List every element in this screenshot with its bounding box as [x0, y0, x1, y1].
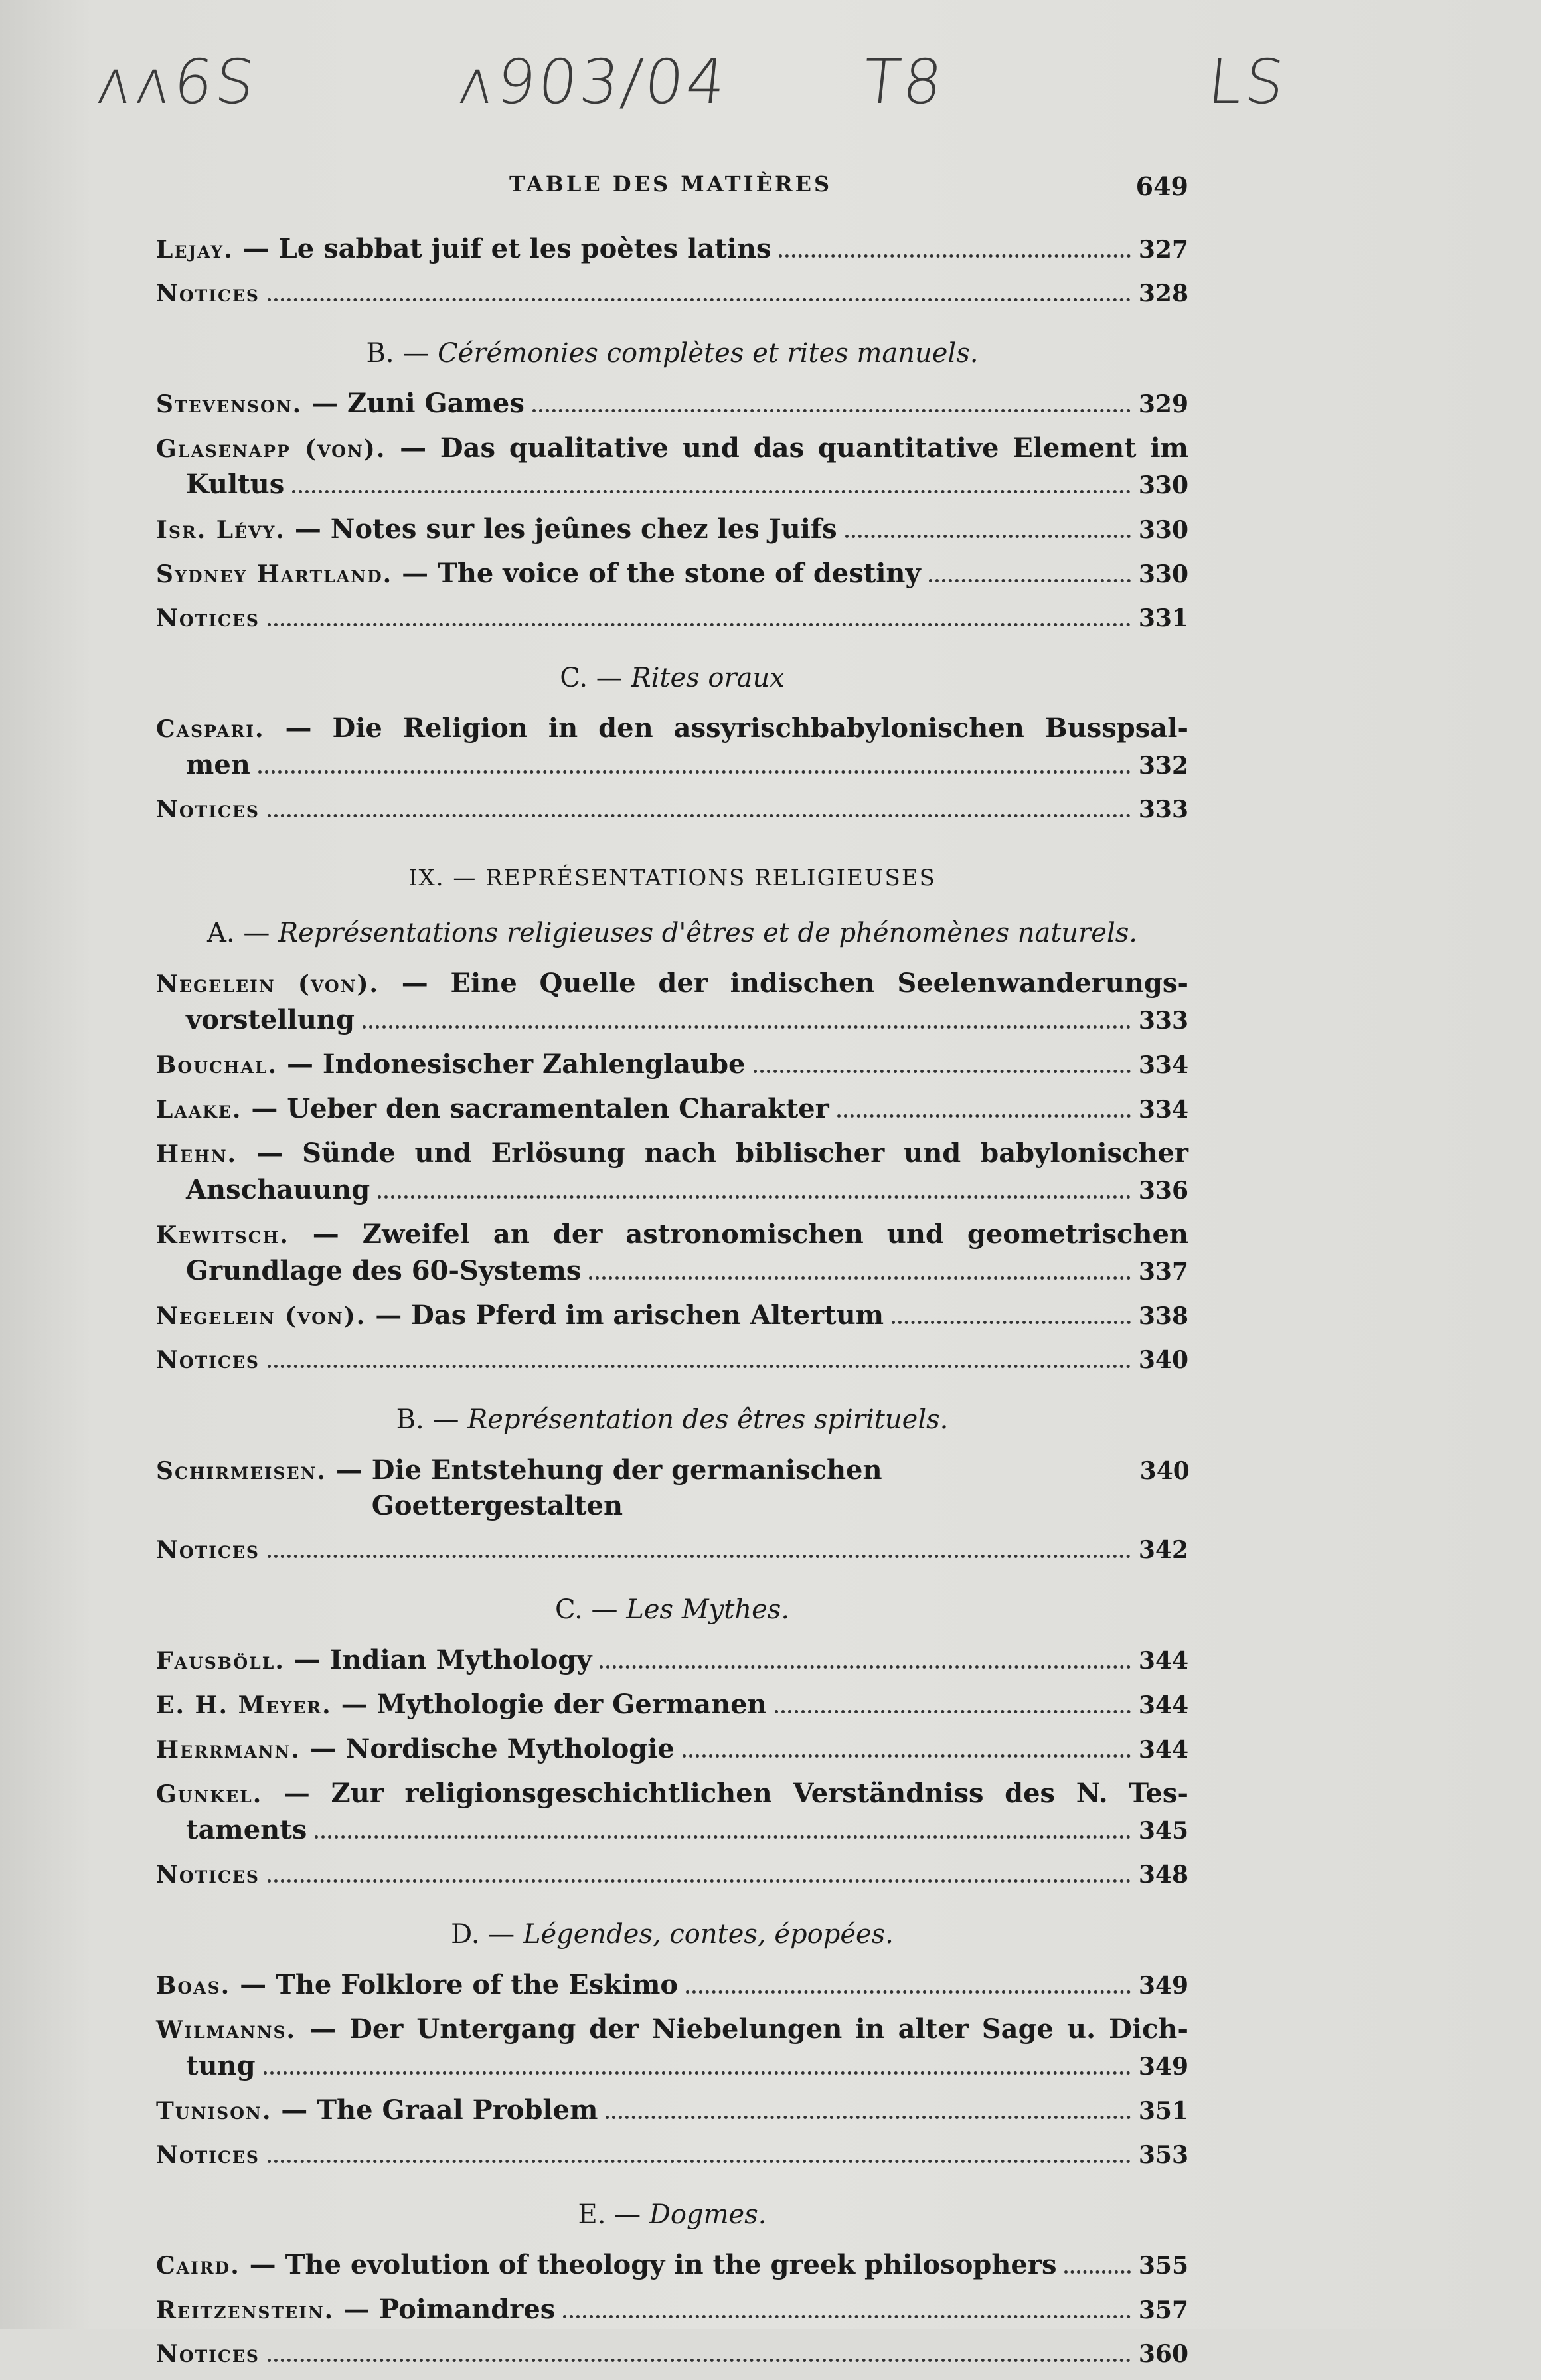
entry-separator: —: [326, 1454, 372, 1486]
entry-line: [156, 1532, 1188, 1568]
entry-page-number: 348: [1138, 1861, 1188, 1889]
entry-page-number: 330: [1138, 471, 1188, 499]
entry-line: [156, 2048, 1188, 2084]
entry-title: taments: [186, 1814, 307, 1845]
toc-entry: [156, 1342, 1188, 1378]
toc-entry: [156, 2336, 1188, 2372]
section-heading: IX. — REPRÉSENTATIONS RELIGIEUSES: [408, 865, 936, 891]
dot-leader: [929, 579, 1131, 582]
dot-leader: [268, 2160, 1131, 2163]
entry-line: [156, 600, 1188, 636]
entry-line: [156, 1253, 1188, 1290]
entry-title: Anschauung: [186, 1174, 370, 1205]
entry-title: tung: [186, 2050, 256, 2081]
entry-page-number: 332: [1138, 752, 1188, 780]
entry-line: [156, 2247, 1188, 2284]
toc-entry: [156, 600, 1188, 636]
entry-page-number: 355: [1138, 2252, 1188, 2280]
subsection-title: Cérémonies complètes et rites manuels.: [438, 338, 979, 369]
dot-leader: [837, 1114, 1131, 1118]
toc-entry: [156, 966, 1188, 1039]
entry-separator: —: [262, 1778, 331, 1809]
entry-page-number: 340: [1139, 1457, 1190, 1485]
entry-author: Notices: [156, 280, 260, 307]
toc-entry: [156, 430, 1188, 503]
entry-page-number: 345: [1138, 1817, 1188, 1845]
entry-page-number: 327: [1138, 236, 1188, 264]
subsection-title: Représentation des êtres spirituels.: [467, 1404, 949, 1435]
entry-title: Das Pferd im arischen Altertum: [411, 1300, 884, 1331]
entry-separator: —: [331, 1689, 377, 1720]
entry-title: Ueber den sacramentalen Charakter: [287, 1093, 829, 1124]
entry-page-number: 357: [1138, 2296, 1188, 2324]
entry-title: The evolution of theology in the greek philosophers: [285, 2249, 1057, 2280]
entry-first-line: [156, 430, 1188, 467]
entry-line: [156, 2336, 1188, 2372]
entry-line: [156, 511, 1188, 548]
toc-entry: [156, 1642, 1188, 1679]
entry-page-number: 334: [1138, 1051, 1188, 1079]
entry-line: [156, 1047, 1188, 1083]
entry-line: [156, 747, 1188, 784]
entry-page-number: 353: [1138, 2141, 1188, 2169]
entry-author: Gunkel.: [156, 1780, 263, 1808]
entry-line: [156, 1687, 1188, 1723]
subsection-letter: C. —: [554, 1594, 627, 1625]
entry-page-number: 344: [1138, 1647, 1188, 1675]
entry-first-line: [156, 1217, 1188, 1253]
entry-page-number: 360: [1138, 2340, 1188, 2368]
entry-line: [156, 1172, 1188, 1209]
entry-author: Caird.: [156, 2252, 240, 2280]
toc-entry: [156, 1217, 1188, 1290]
subsection-heading: [156, 338, 1188, 369]
entry-author: Isr. Lévy.: [156, 516, 285, 544]
handwritten-annotation: ᴧ903/04: [454, 46, 732, 118]
entry-page-number: 344: [1138, 1736, 1188, 1764]
entry-line: [156, 467, 1188, 503]
entry-author: Boas.: [156, 1972, 231, 1999]
toc-entry: [156, 1731, 1188, 1768]
toc-entry: [156, 1298, 1188, 1334]
dot-leader: [1064, 2270, 1130, 2274]
entry-title-start: Der Untergang der Niebelungen in alter Sage u. Dich-: [349, 2013, 1188, 2045]
subsection-title: Légendes, contes, épopées.: [523, 1919, 894, 1950]
entry-line: [156, 2092, 1188, 2129]
entry-title: Indian Mythology: [329, 1644, 592, 1675]
entry-line: [156, 1812, 1188, 1849]
entry-page-number: 344: [1138, 1691, 1188, 1719]
entry-first-line: [156, 1136, 1188, 1172]
entry-title: Indonesischer Zahlenglaube: [322, 1049, 746, 1080]
entry-page-number: 337: [1138, 1258, 1188, 1286]
entry-title: Le sabbat juif et les poètes latins: [278, 233, 771, 264]
entry-author: Notices: [156, 1536, 260, 1564]
entry-title: Grundlage des 60-Systems: [186, 1255, 582, 1286]
entry-title: Zuni Games: [347, 388, 525, 419]
entry-line: [156, 556, 1188, 592]
entry-author: Kewitsch.: [156, 1221, 289, 1249]
entry-title-start: Das qualitative und das quantitative Element im: [440, 432, 1188, 464]
entry-author: Schirmeisen.: [156, 1457, 327, 1485]
dot-leader: [606, 2116, 1130, 2119]
entry-title-start: Eine Quelle der indischen Seelenwanderungs-: [450, 968, 1189, 999]
toc-entry: [156, 2011, 1188, 2084]
entry-first-line: [156, 966, 1188, 1002]
entry-page-number: 328: [1138, 280, 1188, 307]
entry-line: [156, 276, 1188, 311]
entry-author: Sydney Hartland.: [156, 560, 393, 588]
entry-title: Notes sur les jeûnes chez les Juifs: [330, 513, 837, 545]
page-number: 649: [1135, 171, 1188, 201]
entry-line: [156, 1342, 1188, 1378]
entry-title: men: [186, 749, 250, 780]
entry-author: Notices: [156, 796, 260, 823]
handwritten-annotation: ᴧᴧ6S: [92, 46, 261, 118]
entry-title-start: Zur religionsgeschichtlichen Verständniss des N. Tes-: [331, 1778, 1188, 1809]
entry-title: Kultus: [186, 469, 285, 500]
dot-leader: [268, 2359, 1131, 2362]
entry-title-start: Zweifel an der astronomischen und geometrischen: [362, 1219, 1188, 1250]
toc-entry: [156, 1776, 1188, 1849]
entry-separator: —: [366, 1300, 412, 1331]
dot-leader: [268, 814, 1131, 817]
toc-entry: [156, 1452, 1188, 1524]
entry-separator: —: [392, 558, 438, 589]
dot-leader: [845, 535, 1131, 538]
entry-line: [156, 1967, 1188, 2003]
toc-entry: [156, 2247, 1188, 2284]
dot-leader: [268, 1555, 1131, 1558]
subsection-letter: E. —: [578, 2199, 649, 2230]
handwritten-annotation: LS: [1204, 46, 1291, 118]
entry-author: Glasenapp (von).: [156, 435, 386, 463]
dot-leader: [268, 1879, 1131, 1883]
entry-author: Laake.: [156, 1096, 242, 1124]
dot-leader: [779, 254, 1130, 258]
running-header: [153, 171, 1188, 205]
entry-separator: —: [379, 968, 451, 999]
toc-entry: [156, 2292, 1188, 2328]
entry-page-number: 338: [1138, 1302, 1188, 1330]
subsection-heading: [156, 1919, 1188, 1950]
entry-first-line: [156, 1776, 1188, 1812]
entry-author: Fausböll.: [156, 1647, 285, 1675]
entry-separator: —: [230, 1969, 276, 2000]
entry-author: Notices: [156, 1861, 260, 1889]
subsection-heading: [156, 1594, 1188, 1625]
entry-line: [156, 1091, 1188, 1128]
dot-leader: [363, 1025, 1131, 1029]
handwritten-annotation: T8: [859, 46, 949, 118]
entry-page-number: 336: [1138, 1177, 1188, 1205]
toc-entry: [156, 1047, 1188, 1083]
entry-separator: —: [272, 2094, 317, 2126]
entry-page-number: 330: [1138, 560, 1188, 588]
dot-leader: [268, 298, 1131, 301]
dot-leader: [258, 770, 1131, 774]
dot-leader: [563, 2315, 1131, 2318]
dot-leader: [600, 1665, 1130, 1669]
toc-entry: [156, 231, 1188, 268]
entry-author: Tunison.: [156, 2097, 272, 2125]
entry-page-number: 349: [1138, 2053, 1188, 2081]
subsection-letter: A. —: [207, 918, 279, 948]
subsection-heading: [156, 918, 1188, 948]
subsection-letter: B. —: [366, 338, 438, 369]
dot-leader: [268, 1365, 1131, 1368]
entry-page-number: 329: [1138, 390, 1188, 418]
entry-line: [156, 1642, 1188, 1679]
dot-leader: [589, 1276, 1130, 1280]
entry-author: Notices: [156, 2340, 260, 2368]
entry-separator: —: [289, 1219, 363, 1250]
entry-separator: —: [278, 1049, 323, 1080]
entry-title: vorstellung: [186, 1004, 355, 1035]
entry-author: Lejay.: [156, 236, 234, 264]
entry-author: Hehn.: [156, 1140, 238, 1168]
entry-page-number: 349: [1138, 1972, 1188, 1999]
toc-entry: [156, 711, 1188, 784]
entry-line: [156, 1298, 1188, 1334]
toc-entry: [156, 386, 1188, 422]
dot-leader: [686, 1990, 1131, 1994]
subsection-heading: [156, 663, 1188, 693]
toc-entry: [156, 1967, 1188, 2003]
entry-separator: —: [296, 2013, 350, 2045]
running-title: TABLE DES MATIÈRES: [509, 171, 833, 197]
dot-leader: [292, 490, 1131, 493]
entry-separator: —: [264, 713, 333, 744]
entry-separator: —: [302, 388, 348, 419]
entry-title: The voice of the stone of destiny: [438, 558, 921, 589]
subsection-heading: [156, 1404, 1188, 1435]
entry-title: Die Entstehung der germanischen Goettergestalten: [371, 1454, 882, 1521]
entry-page-number: 330: [1138, 516, 1188, 544]
entry-author: Notices: [156, 1346, 260, 1374]
entry-line: [156, 792, 1188, 827]
dot-leader: [315, 1835, 1131, 1839]
entry-author: Caspari.: [156, 715, 265, 743]
subsection-title: Rites oraux: [631, 663, 785, 693]
toc-entry: [156, 2092, 1188, 2129]
entry-author: Negelein (von).: [156, 1302, 366, 1330]
toc-entry: [156, 1532, 1188, 1568]
toc-entry: [156, 276, 1188, 311]
entry-page-number: 333: [1138, 1007, 1188, 1035]
entry-page-number: 351: [1138, 2097, 1188, 2125]
entry-separator: —: [386, 432, 440, 464]
subsection-heading: [156, 2199, 1188, 2230]
entry-author: Bouchal.: [156, 1051, 278, 1079]
dot-leader: [268, 623, 1131, 626]
entry-title: Nordische Mythologie: [345, 1733, 675, 1764]
entry-line: [156, 1452, 1188, 1524]
entry-page-number: 340: [1138, 1346, 1188, 1374]
toc-entry: [156, 1136, 1188, 1209]
entry-author: Reitzenstein.: [156, 2296, 335, 2324]
dot-leader: [532, 409, 1131, 412]
entry-author: Stevenson.: [156, 390, 303, 418]
subsection-letter: D. —: [451, 1919, 523, 1950]
entry-line: [156, 1731, 1188, 1768]
entry-separator: —: [233, 233, 279, 264]
subsection-title: Dogmes.: [649, 2199, 767, 2230]
entry-separator: —: [300, 1733, 346, 1764]
entry-line: [156, 231, 1188, 268]
entry-page-number: 333: [1138, 796, 1188, 823]
entry-line: [156, 1857, 1188, 1893]
entry-author: Negelein (von).: [156, 970, 380, 998]
dot-leader: [754, 1070, 1131, 1073]
dot-leader: [264, 2071, 1131, 2075]
subsection-title: Représentations religieuses d'êtres et de phénomènes naturels.: [278, 918, 1137, 948]
entry-separator: —: [240, 2249, 285, 2280]
entry-title-start: Sünde und Erlösung nach biblischer und babylonischer: [302, 1138, 1188, 1169]
entry-separator: —: [285, 513, 331, 545]
entry-author: Notices: [156, 2141, 260, 2169]
entry-title: The Folklore of the Eskimo: [276, 1969, 679, 2000]
entry-title: The Graal Problem: [317, 2094, 598, 2126]
entry-line: [156, 2137, 1188, 2173]
entry-separator: —: [334, 2294, 380, 2325]
entry-separator: —: [242, 1093, 287, 1124]
entry-page-number: 342: [1138, 1536, 1188, 1564]
entry-author: Notices: [156, 604, 260, 632]
entry-author: Wilmanns.: [156, 2016, 297, 2044]
toc-entry: [156, 556, 1188, 592]
toc-entry: [156, 792, 1188, 827]
entry-first-line: [156, 2011, 1188, 2048]
entry-separator: —: [237, 1138, 303, 1169]
toc-entry: [156, 511, 1188, 548]
toc-entry: [156, 1091, 1188, 1128]
table-of-contents: [156, 231, 1188, 2380]
toc-entry: [156, 2137, 1188, 2173]
dot-leader: [892, 1321, 1131, 1324]
entry-title-start: Die Religion in den assyrischbabylonischen Busspsal-: [332, 713, 1188, 744]
subsection-letter: C. —: [560, 663, 631, 693]
entry-line: [156, 1002, 1188, 1039]
entry-author: E. H. Meyer.: [156, 1691, 332, 1719]
entry-separator: —: [284, 1644, 330, 1675]
entry-page-number: 334: [1138, 1096, 1188, 1124]
toc-entry: [156, 1687, 1188, 1723]
entry-line: [156, 2292, 1188, 2328]
entry-line: [156, 386, 1188, 422]
subsection-title: Les Mythes.: [626, 1594, 790, 1625]
entry-title: Poimandres: [379, 2294, 556, 2325]
toc-entry: [156, 1857, 1188, 1893]
dot-leader: [683, 1754, 1131, 1758]
subsection-letter: B. —: [396, 1404, 468, 1435]
entry-page-number: 331: [1138, 604, 1188, 632]
entry-first-line: [156, 711, 1188, 747]
entry-author: Herrmann.: [156, 1736, 301, 1764]
dot-leader: [378, 1195, 1131, 1199]
dot-leader: [775, 1710, 1131, 1713]
entry-title: Mythologie der Germanen: [376, 1689, 767, 1720]
